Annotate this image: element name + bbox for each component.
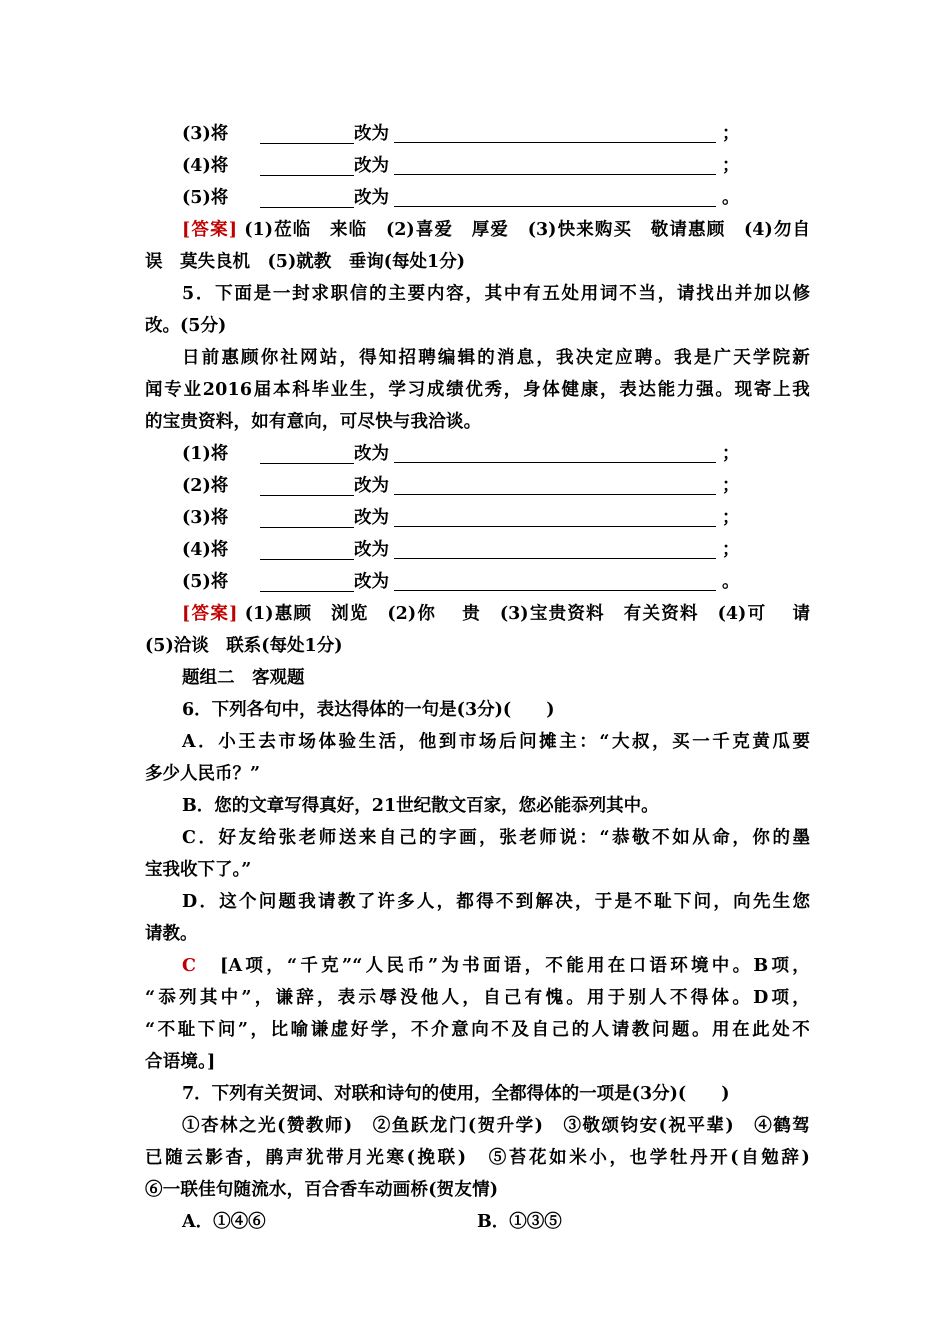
fill-answer-line[interactable] <box>394 184 716 207</box>
fill-end-punct: ； <box>722 124 740 144</box>
fill-number: (4)将 <box>182 540 229 560</box>
q5-answer-line-1 <box>145 598 810 630</box>
fill-label: 改为 <box>354 572 389 592</box>
fill-end-punct: 。 <box>722 572 740 592</box>
q5-answer-line-2: (5)洽谈 联系(每处1分) <box>145 636 343 656</box>
q6-stem: 6．下列各句中，表达得体的一句是(3分)( ) <box>182 700 555 720</box>
fill-number: (3)将 <box>182 124 229 144</box>
fill-blank[interactable] <box>260 569 354 592</box>
answer-letter: C <box>182 956 197 976</box>
answer-text: (1)莅临 来临 (2)喜爱 厚爱 (3)快来购买 敬请惠顾 (4)勿自 <box>237 220 811 240</box>
q5-passage-line-3: 的宝贵资料，如有意向，可尽快与我洽谈。 <box>145 412 482 432</box>
fill-label: 改为 <box>354 476 389 496</box>
section-heading: 题组二 客观题 <box>182 668 305 688</box>
answer-text: (1)惠顾 浏览 (2)你 贵 (3)宝贵资料 有关资料 (4)可 请 <box>237 604 810 624</box>
q4-fill-line-3 <box>145 118 810 150</box>
q6-option-b[interactable]: B．您的文章写得真好，21世纪散文百家，您必能忝列其中。 <box>182 796 659 816</box>
fill-end-punct: ； <box>722 508 740 528</box>
q7-items-line-1: ①杏林之光(赞教师) ②鱼跃龙门(贺升学) ③敬颂钧安(祝平辈) ④鹤驾 <box>182 1116 810 1136</box>
fill-end-punct: ； <box>722 540 740 560</box>
q6-option-c-line-1[interactable]: C．好友给张老师送来自己的字画，张老师说：“恭敬不如从命，你的墨 <box>182 828 810 848</box>
fill-blank[interactable] <box>260 185 354 208</box>
q7-option-b[interactable]: B．①③⑤ <box>477 1212 562 1232</box>
explanation-text: [A项，“千克”“人民币”为书面语，不能用在口语环境中。B项， <box>196 956 810 976</box>
fill-answer-line[interactable] <box>394 440 716 463</box>
q5-stem-line-2: 改。(5分) <box>145 316 227 336</box>
q5-fill-line-5 <box>145 566 810 598</box>
fill-label: 改为 <box>354 540 389 560</box>
q6-option-a-line-2[interactable]: 多少人民币？” <box>145 764 261 784</box>
fill-number: (3)将 <box>182 508 229 528</box>
q4-fill-line-5 <box>145 182 810 214</box>
q5-fill-line-4 <box>145 534 810 566</box>
fill-number: (5)将 <box>182 188 229 208</box>
q6-option-d-line-2[interactable]: 请教。 <box>145 924 198 944</box>
fill-number: (4)将 <box>182 156 229 176</box>
fill-answer-line[interactable] <box>394 152 716 175</box>
fill-blank[interactable] <box>260 473 354 496</box>
q5-passage-line-1: 日前惠顾你社网站，得知招聘编辑的消息，我决定应聘。我是广天学院新 <box>182 348 810 368</box>
document-page <box>145 118 810 1238</box>
fill-end-punct: ； <box>722 476 740 496</box>
fill-answer-line[interactable] <box>394 120 716 143</box>
q5-fill-line-2 <box>145 470 810 502</box>
q6-explanation-line-2: “忝列其中”，谦辞，表示辱没他人，自己有愧。用于别人不得体。D项， <box>145 988 810 1008</box>
fill-answer-line[interactable] <box>394 472 716 495</box>
q7-option-a[interactable]: A．①④⑥ <box>182 1212 266 1232</box>
fill-label: 改为 <box>354 444 389 464</box>
fill-blank[interactable] <box>260 537 354 560</box>
fill-number: (2)将 <box>182 476 229 496</box>
fill-blank[interactable] <box>260 441 354 464</box>
fill-answer-line[interactable] <box>394 568 716 591</box>
q5-fill-line-3 <box>145 502 810 534</box>
q4-answer-line-1 <box>145 214 810 246</box>
q5-fill-line-1 <box>145 438 810 470</box>
q7-stem: 7．下列有关贺词、对联和诗句的使用，全都得体的一项是(3分)( ) <box>182 1084 730 1104</box>
fill-label: 改为 <box>354 188 389 208</box>
fill-number: (5)将 <box>182 572 229 592</box>
fill-blank[interactable] <box>260 505 354 528</box>
q7-items-line-2: 已随云影杳，鹃声犹带月光寒(挽联) ⑤苔花如米小，也学牡丹开(自勉辞) <box>145 1148 810 1168</box>
q6-option-a-line-1[interactable]: A．小王去市场体验生活，他到市场后问摊主：“大叔，买一千克黄瓜要 <box>182 732 810 752</box>
answer-tag: [答案] <box>182 604 238 624</box>
q6-option-d-line-1[interactable]: D．这个问题我请教了许多人，都得不到解决，于是不耻下问，向先生您 <box>182 892 810 912</box>
q6-option-c-line-2[interactable]: 宝我收下了。” <box>145 860 252 880</box>
q7-items-line-3: ⑥一联佳句随流水，百合香车动画桥(贺友情) <box>145 1180 499 1200</box>
fill-answer-line[interactable] <box>394 504 716 527</box>
q6-explanation-line-1 <box>145 950 810 982</box>
fill-number: (1)将 <box>182 444 229 464</box>
q4-answer-line-2: 误 莫失良机 (5)就教 垂询(每处1分) <box>145 252 465 272</box>
fill-label: 改为 <box>354 124 389 144</box>
fill-end-punct: 。 <box>722 188 740 208</box>
fill-blank[interactable] <box>260 121 354 144</box>
q4-fill-line-4 <box>145 150 810 182</box>
fill-blank[interactable] <box>260 153 354 176</box>
fill-label: 改为 <box>354 508 389 528</box>
fill-label: 改为 <box>354 156 389 176</box>
q5-stem-line-1: 5．下面是一封求职信的主要内容，其中有五处用词不当，请找出并加以修 <box>182 284 810 304</box>
fill-answer-line[interactable] <box>394 536 716 559</box>
q7-options-row <box>145 1206 810 1238</box>
answer-tag: [答案] <box>182 220 237 240</box>
fill-end-punct: ； <box>722 156 740 176</box>
q6-explanation-line-3: “不耻下问”，比喻谦虚好学，不介意向不及自己的人请教问题。用在此处不 <box>145 1020 810 1040</box>
q6-explanation-line-4: 合语境。] <box>145 1052 216 1072</box>
fill-end-punct: ； <box>722 444 740 464</box>
q5-passage-line-2: 闻专业2016届本科毕业生，学习成绩优秀，身体健康，表达能力强。现寄上我 <box>145 380 810 400</box>
